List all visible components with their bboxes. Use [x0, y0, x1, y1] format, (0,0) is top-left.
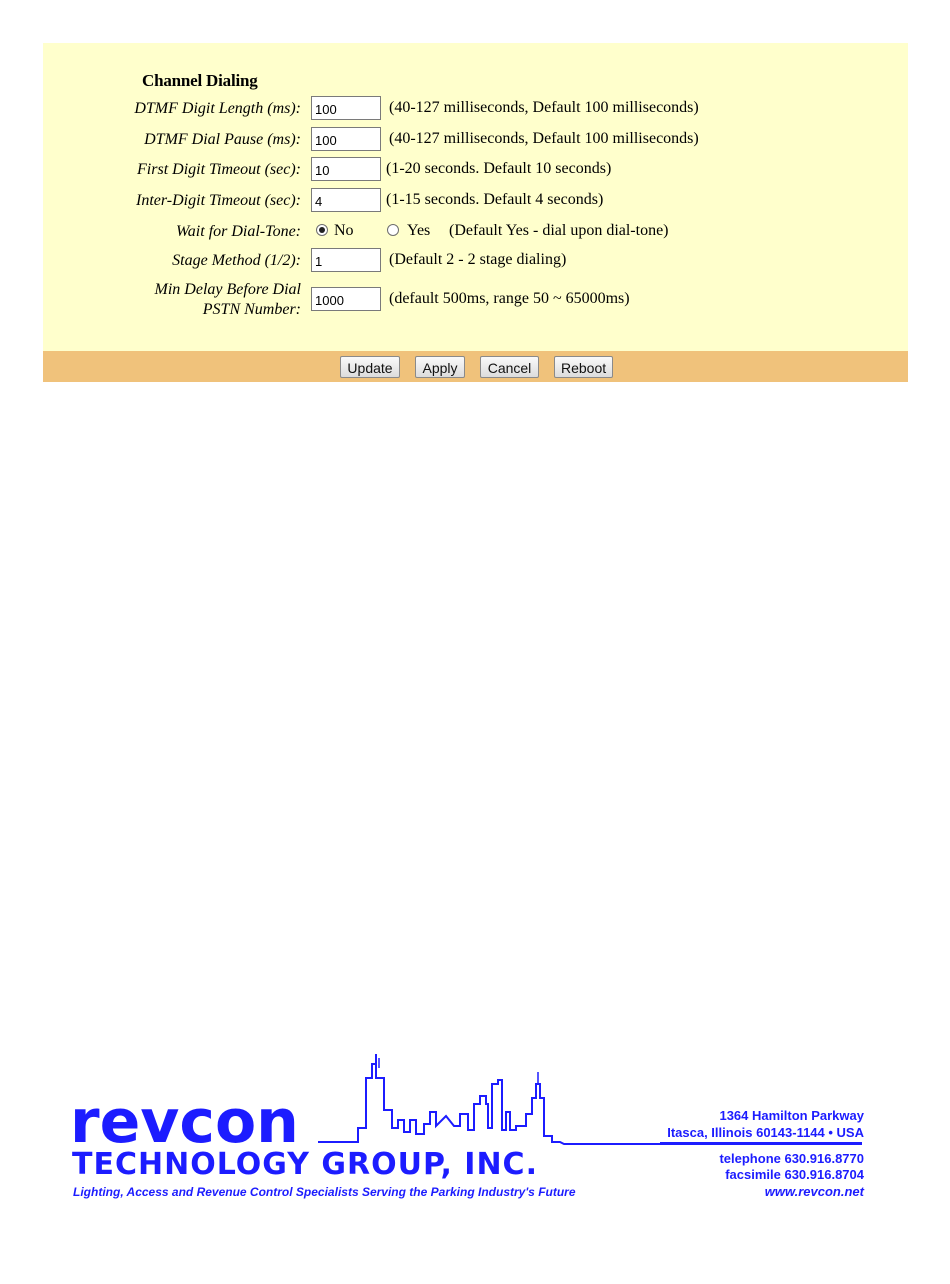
- website-link[interactable]: www.revcon.net: [764, 1184, 864, 1199]
- wait-for-dial-tone-label: Wait for Dial-Tone:: [175, 223, 301, 240]
- inter-digit-timeout-hint: (1-15 seconds. Default 4 seconds): [386, 191, 604, 208]
- revcon-logo-word: revcon: [70, 1087, 299, 1157]
- action-bar: [43, 351, 908, 382]
- dtmf-dial-pause-input[interactable]: [311, 127, 381, 151]
- address-line2: Itasca, Illinois 60143-1144 • USA: [667, 1125, 864, 1140]
- first-digit-timeout-input[interactable]: [311, 157, 381, 181]
- first-digit-timeout-label: First Digit Timeout (sec):: [137, 161, 301, 178]
- dtmf-digit-length-input[interactable]: [311, 96, 381, 120]
- field-row-stage-method: [43, 248, 908, 274]
- field-row-dtmf-digit-length: [43, 96, 908, 122]
- min-delay-label: [155, 280, 301, 320]
- first-digit-timeout-hint: (1-20 seconds. Default 10 seconds): [386, 160, 612, 177]
- company-tagline: Lighting, Access and Revenue Control Specialists Serving the Parking Industry's Future: [73, 1185, 576, 1199]
- dial-tone-no-radio[interactable]: [316, 224, 328, 236]
- address-line1: 1364 Hamilton Parkway: [719, 1108, 864, 1123]
- min-delay-label-line1: Min Delay Before Dial: [154, 281, 301, 298]
- dial-tone-yes-radio[interactable]: [387, 224, 399, 236]
- section-title: Channel Dialing: [142, 71, 258, 90]
- telephone-number: telephone 630.916.8770: [719, 1151, 864, 1166]
- reboot-button[interactable]: Reboot: [554, 356, 613, 378]
- inter-digit-timeout-input[interactable]: [311, 188, 381, 212]
- channel-dialing-panel: [43, 43, 908, 351]
- apply-button[interactable]: Apply: [415, 356, 465, 378]
- dtmf-dial-pause-hint: (40-127 milliseconds, Default 100 milliseconds): [389, 130, 699, 147]
- update-button[interactable]: Update: [340, 356, 400, 378]
- field-row-first-digit-timeout: [43, 157, 908, 183]
- min-delay-hint: (default 500ms, range 50 ~ 65000ms): [389, 290, 630, 307]
- field-row-min-delay: [43, 281, 908, 318]
- cancel-button[interactable]: Cancel: [480, 356, 539, 378]
- facsimile-number: facsimile 630.916.8704: [725, 1167, 864, 1182]
- dtmf-dial-pause-label: DTMF Dial Pause (ms):: [144, 131, 301, 148]
- dtmf-digit-length-label: DTMF Digit Length (ms):: [134, 100, 301, 117]
- field-row-inter-digit-timeout: [43, 188, 908, 214]
- field-row-wait-for-dial-tone: [43, 219, 908, 245]
- stage-method-label: Stage Method (1/2):: [172, 252, 301, 269]
- technology-group-logo: TECHNOLOGY GROUP, INC.: [72, 1147, 538, 1182]
- wait-for-dial-tone-hint: (Default Yes - dial upon dial-tone): [449, 222, 669, 239]
- stage-method-hint: (Default 2 - 2 stage dialing): [389, 251, 567, 268]
- dial-tone-yes-label: Yes: [407, 222, 431, 239]
- min-delay-label-line2: PSTN Number:: [202, 301, 301, 318]
- inter-digit-timeout-label: Inter-Digit Timeout (sec):: [136, 192, 301, 209]
- dial-tone-no-label: No: [334, 222, 354, 239]
- field-row-dtmf-dial-pause: [43, 127, 908, 153]
- company-letterhead: [0, 1040, 950, 1220]
- dtmf-digit-length-hint: (40-127 milliseconds, Default 100 milliseconds): [389, 99, 699, 116]
- min-delay-input[interactable]: [311, 287, 381, 311]
- stage-method-input[interactable]: [311, 248, 381, 272]
